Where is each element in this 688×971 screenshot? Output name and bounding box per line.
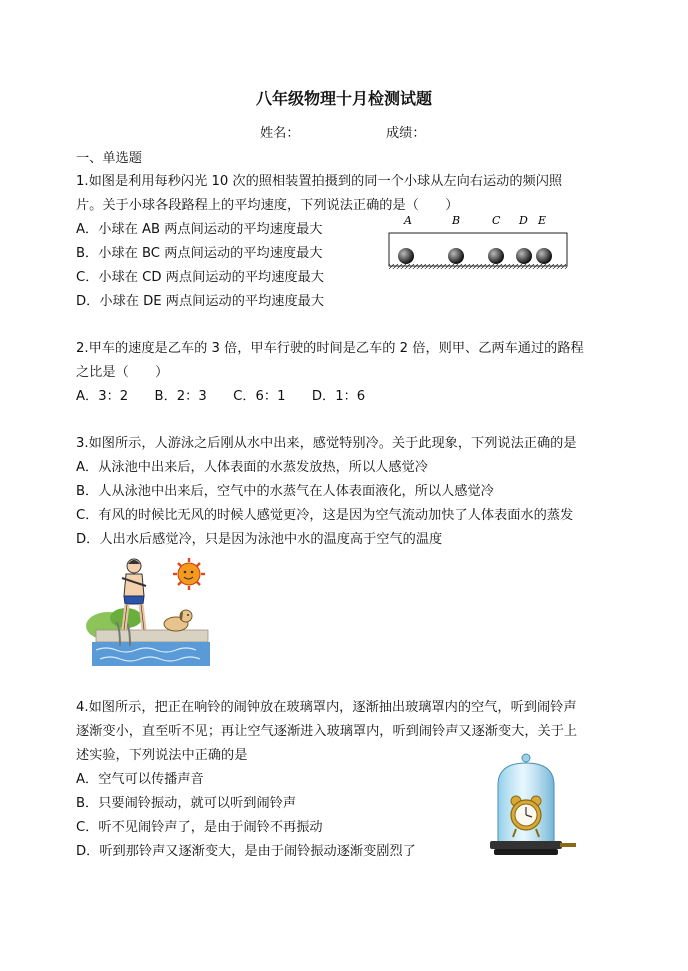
page-title: 八年级物理十月检测试题 [255,89,432,108]
q4-option-c: C．听不见闹铃声了，是由于闹铃不再振动 [76,820,323,835]
q2-options: A．3：2 B．2：3 C．6：1 D．1：6 [76,389,366,404]
label-a: A [404,214,412,227]
swimmer-illustration [86,556,216,668]
label-b: B [452,214,461,227]
label-e: E [538,214,547,227]
q4-option-b: B．只要闹铃振动，就可以听到闹铃声 [76,796,297,811]
ball-e [536,248,552,264]
q1-option-d: D．小球在 DE 两点间运动的平均速度最大 [76,294,325,309]
dog-figure [164,610,192,631]
ball-d [516,248,532,264]
q3-option-c: C．有风的时候比无风的时候人感觉更冷，这是因为空气流动加快了人体表面水的蒸发 [76,508,574,523]
q3-option-b: B．人从泳池中出来后，空气中的水蒸气在人体表面液化，所以人感觉冷 [76,484,494,499]
score-label: 成绩： [386,126,426,141]
q1-option-a: A．小球在 AB 两点间运动的平均速度最大 [76,222,323,237]
q3-option-d: D．人出水后感觉冷，只是因为泳池中水的温度高于空气的温度 [76,532,443,547]
q4-option-a: A．空气可以传播声音 [76,772,204,787]
q1-stem-line2: 片。关于小球各段路程上的平均速度，下列说法正确的是（ ） [76,198,459,213]
q1-option-b: B．小球在 BC 两点间运动的平均速度最大 [76,246,323,261]
section-heading: 一、单选题 [76,151,142,166]
label-c: C [492,214,501,227]
q3-stem: 3.如图所示，人游泳之后刚从水中出来，感觉特别冷。关于此现象，下列说法正确的是 [76,436,577,451]
ball-a [398,248,414,264]
q2-stem-line2: 之比是（ ） [76,365,169,380]
ball-b [448,248,464,264]
q1-stem-line1: 1.如图是利用每秒闪光 10 次的照相装置拍摄到的同一个小球从左向右运动的频闪照 [76,174,563,189]
q2-stem-line1: 2.甲车的速度是乙车的 3 倍，甲车行驶的时间是乙车的 2 倍，则甲、乙两车通过的路程 [76,341,584,356]
q4-option-d: D．听到那铃声又逐渐变大，是由于闹铃振动逐渐变剧烈了 [76,844,416,859]
q4-stem-line3: 述实验，下列说法中正确的是 [76,748,248,763]
q3-option-a: A．从泳池中出来后，人体表面的水蒸发放热，所以人感觉冷 [76,460,428,475]
q1-option-c: C．小球在 CD 两点间运动的平均速度最大 [76,270,324,285]
label-d: D [519,214,528,227]
q4-stem-line2: 逐渐变小，直至听不见；再让空气逐渐进入玻璃罩内，听到闹铃声又逐渐变大，关于上 [76,724,578,739]
strobe-photo-figure [386,212,572,276]
bell-jar-figure [484,753,580,859]
sun-icon [173,558,205,590]
q4-stem-line1: 4.如图所示，把正在响铃的闹钟放在玻璃罩内，逐渐抽出玻璃罩内的空气，听到闹铃声 [76,700,577,715]
ball-c [488,248,504,264]
name-label: 姓名： [260,126,300,141]
